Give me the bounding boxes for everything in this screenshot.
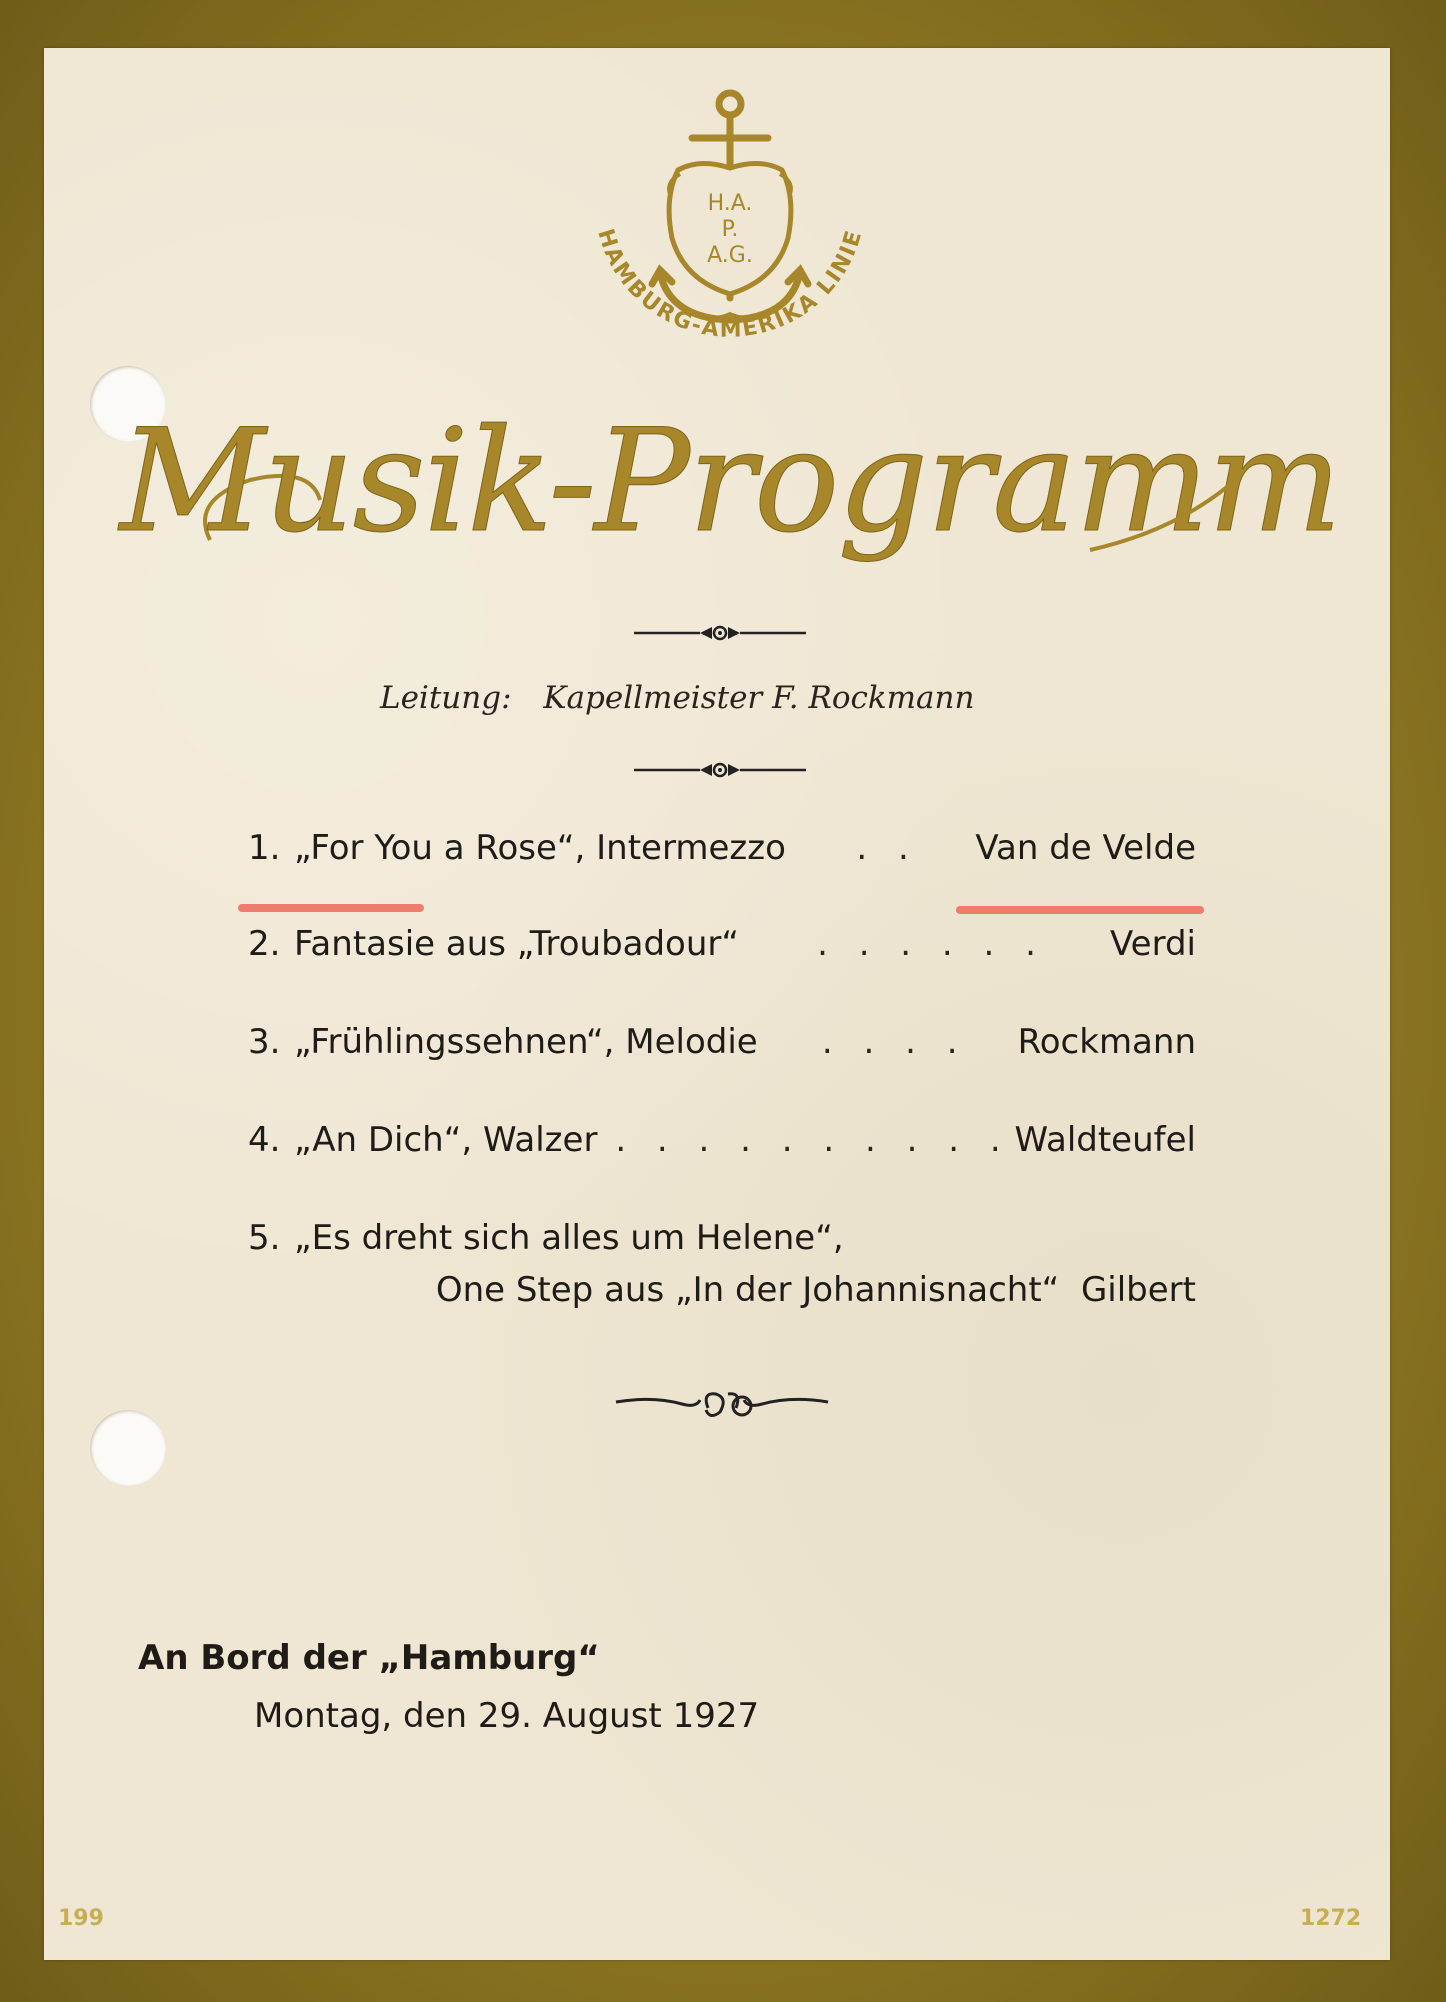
program-item-1 [248, 828, 1196, 874]
item-composer: Verdi [1110, 924, 1196, 964]
program-item-4 [248, 1120, 1196, 1166]
item-number: 1. [248, 828, 281, 868]
conductor-label: Leitung: [380, 680, 512, 716]
item-number: 5. [248, 1218, 281, 1258]
item-composer: Gilbert [1080, 1270, 1196, 1310]
ornament-flourish [612, 1382, 832, 1426]
item-leader-dots: . . . . . . [817, 924, 1046, 964]
ship-name: An Bord der „Hamburg“ [138, 1638, 600, 1678]
conductor-line [380, 680, 1080, 716]
program-item-5-line-2 [248, 1270, 1196, 1310]
ring-text: HAMBURG-AMERIKA LINIE [592, 226, 868, 343]
item-leader-dots: . . . . . . . . . . [615, 1120, 1011, 1160]
item-leader-dots: . . . . [821, 1022, 968, 1062]
red-underline-right [956, 906, 1204, 914]
item-piece: „An Dich“, Walzer [294, 1120, 598, 1160]
red-underline-left [238, 904, 424, 912]
title-text: Musik-Programm [119, 399, 1341, 564]
program-item-2 [248, 924, 1196, 970]
item-piece-continued: One Step aus „In der Johannisnacht“ [435, 1270, 1060, 1310]
item-composer: Waldteufel [1014, 1120, 1196, 1160]
item-leader-dots: . . [856, 828, 919, 868]
ornament-divider-middle [630, 755, 810, 785]
punch-hole-bottom [90, 1410, 166, 1486]
corner-number-left: 199 [58, 1906, 104, 1931]
page-title [119, 380, 1341, 610]
monogram-line-1: H.A. [707, 191, 753, 216]
corner-number-right: 1272 [1300, 1906, 1362, 1931]
item-composer: Van de Velde [975, 828, 1196, 868]
item-number: 4. [248, 1120, 281, 1160]
item-composer: Rockmann [1017, 1022, 1196, 1062]
monogram-line-3: A.G. [707, 243, 753, 268]
program-item-3 [248, 1022, 1196, 1068]
item-piece: Fantasie aus „Troubadour“ [294, 924, 740, 964]
item-piece: „Frühlingssehnen“, Melodie [294, 1022, 758, 1062]
item-piece: „Es dreht sich alles um Helene“, [294, 1218, 844, 1258]
conductor-name: Kapellmeister F. Rockmann [543, 680, 975, 716]
anchor-emblem-icon [560, 88, 900, 388]
item-number: 2. [248, 924, 281, 964]
monogram-line-2: P. [721, 217, 739, 242]
program-item-5 [248, 1218, 1196, 1264]
item-number: 3. [248, 1022, 281, 1062]
item-piece: „For You a Rose“, Intermezzo [294, 828, 786, 868]
ornament-divider-top [630, 618, 810, 648]
program-date: Montag, den 29. August 1927 [254, 1696, 760, 1736]
